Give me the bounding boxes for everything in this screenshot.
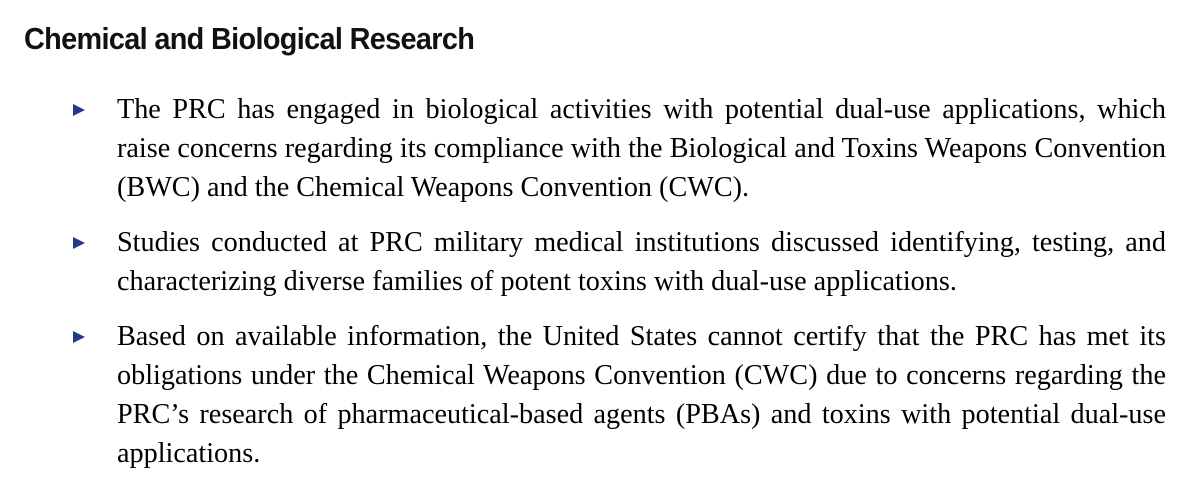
bullet-item [72, 223, 1166, 301]
bullet-item [72, 317, 1166, 473]
bullet-text: Studies conducted at PRC military medical institutions discussed identifying, testing, and characterizing diverse families of potent toxins with dual-use applications. [117, 227, 1166, 297]
bullet-text: The PRC has engaged in biological activities with potential dual-use applications, which raise concerns regarding its compliance with the Biological and Toxins Weapons Convention (BWC) and the Chemical Weapons Convention (CWC). [117, 94, 1166, 203]
triangle-bullet-icon [72, 223, 117, 262]
section-heading: Chemical and Biological Research [24, 21, 475, 56]
triangle-bullet-icon [72, 317, 117, 356]
bullet-list [72, 90, 1166, 489]
bullet-item [72, 90, 1166, 207]
triangle-bullet-icon [72, 90, 117, 129]
bullet-text: Based on available information, the United States cannot certify that the PRC has met its obligations under the Chemical Weapons Convention (CWC) due to concerns regarding the PRC’s research of pharmaceutical-based agents (PBAs) and toxins with potential dual-use applications. [117, 321, 1166, 469]
